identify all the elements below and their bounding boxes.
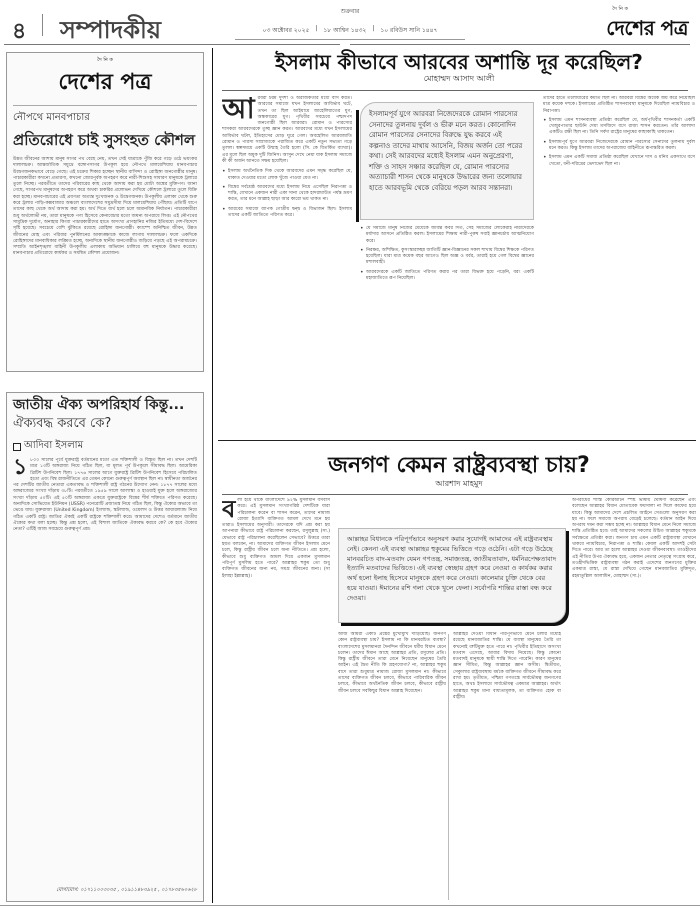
editorial-brand-tag: দৈ নি ক: [97, 57, 113, 63]
article2-column-4: অপরাধের শাস্তি কোরআনে স্পষ্ট ভাষায় ঘোষণা করেছেন এবং বলেছেন আল্লাহর বিধান মোতাবেক ফয়সালা না দিলে কাফের হয়ে যাবে। কিন্তু আমাদের দেশে প্রচলিত আইনে সেগুলো অনুসরণ করা হয় না। ফলে সমাজে অপরাধ বেড়েই চলেছে। বর্তমান আইন দিয়ে অপরাধ দমন করা সম্ভব হচ্ছে না। আল্লাহর বিধান মেনে নিলে সমাজে শান্তি প্রতিষ্ঠিত হবে। তাই আমাদের সকলের উচিত আল্লাহর হুকুমকে সর্বক্ষেত্রে প্রতিষ্ঠা করা। জনগণ চায় এমন একটি রাষ্ট্রব্যবস্থা যেখানে থাকবে ন্যায়বিচার, নিরাপত্তা ও শান্তি। কেবল একটি আদর্শই সেটা দিতে পারে। আর তা হলো আল্লাহর দেওয়া জীবনব্যবস্থা। তাওহীদের এই নীতির উপর ঐক্যবদ্ধ হয়ে, একজন নেতার নেতৃত্বে সংগ্রাম করে, তওহীদভিত্তিক রাষ্ট্রব্যবস্থা গঠন করাই এদেশের জনগণের মুক্তির একমাত্র রাস্তা, যে রাস্তা দেখিয়ে গেছেন মানবজাতির মুক্তিদূত, রহমাতুল্লিল আলামিন, মোহাম্মদ (সা.)।: [572, 498, 696, 579]
editorial-kicker: নৌপথে মানবপাচার: [13, 112, 90, 123]
opinion-body: [13, 455, 197, 534]
editorial-brand: [13, 57, 197, 106]
editorial-body: উন্নত জীবনের আশায় মানুষ সাগর পথ বেছে নেয়, তখন সেই যাত্রাকে পুঁজি করে গড়ে ওঠে ভয়ংকর দালালচক্র। আন্তর্জাতিক সমুদ্রে বঙ্গোপসাগর উপকূল হয়ে নৌপথে মালয়েশিয়ায় মানবপাচার উদ্বেগজনকভাবে বেড়ে গেছে। এই চক্রের শিকার হচ্ছেন স্থানীয় বাসিন্দা ও রোহিঙ্গা জনগোষ্ঠীর মানুষ। পাচারকারীরা কখনো প্রতারণা, কখনো জোরপূর্বক অপহরণ করে নারী-শিশুসহ সাধারণ মানুষকে ট্রলারে তুলে নিচ্ছে। পরবর্তীতে তাদের পরিবারের কাছ থেকে আদায় করা হয় মোটা অঙ্কের মুক্তিপণ। জানা গেছে, সাগরপথ মানুষদের অপহরণ করে অথবা চাকরির প্রলোভন দেখিয়ে কৌশলে ট্রলারে তুলে বিক্রি করা হচ্ছে। মানবপাচারের এই প্রবণতা অত্যন্ত দুঃখজনক ও উদ্বেগজনক। উপকূলীয় এলাকা থেকে শুরু করে ট্রলার পাড়ি-কক্সবাজার অঞ্চলে বাংলাদেশের সমুদ্রসীমা দিয়ে মালয়েশিয়ায় পৌঁছায়। প্রতিটি ধাপে তাদের কাছ থেকে অর্থ আদায় করা হয়। অর্থ দিতে ব্যর্থ হলে চলে অমানবিক নির্যাতন। পাচারকারীরা শুধু অর্থলোভী নয়, তারা মানুষকে পণ্য হিসেবে কেনাবেচার মতো জঘন্য অপরাধে লিপ্ত। এই নৌপথের সামুদ্রিক দুর্যোগ, অনাহার কিংবা পাচারকারীদের হাতে অসংখ্য প্রাণহানির নজির ইতিমধ্যে দেশ-বিদেশে সৃষ্টি হয়েছে। সবচেয়ে বেশি ঝুঁকিতে রয়েছে রোহিঙ্গা জনগোষ্ঠী। ক্যাম্পে অনিশ্চিত জীবন, উন্নত জীবনের মোহ এবং পরিবার পুনর্মিলনের আকাঙ্ক্ষাকে কাজে লাগায় দালালচক্র। ফলে একদিকে রোহিঙ্গাদের মানবাধিকার লঙ্ঘিত হচ্ছে, অন্যদিকে স্থানীয় জনগোষ্ঠীও জড়িয়ে পড়ছে এই অপরাধচক্রে। সম্প্রতি আইনশৃঙ্খলা বাহিনী উপকূলীয় এলাকায় অভিযান চালিয়ে বহু মানুষকে উদ্ধার করেছে। মানবপাচার প্রতিরোধে কার্যকর ও সমন্বিত কৌশল প্রয়োজন।: [13, 157, 197, 257]
header-rule: [350, 44, 690, 45]
column-divider: [212, 48, 213, 903]
article2-dropcap: ব: [222, 498, 236, 523]
list-item: • যে সমাজে মানুষ নিজের মেয়েকে জীবন্ত কবর দিত, সেই সমাজের লোকেরাই নারীদেরকে মর্যাদার আসনে প্রতিষ্ঠিত করল। ইসলামের শিক্ষায় নারী-পুরুষ সবাই জ্ঞানচর্চায় আত্মনিয়োগ করে।: [360, 226, 534, 245]
article1-bullet-list: [222, 169, 352, 219]
opinion-author[interactable]: আদিবা ইসলাম: [24, 440, 84, 451]
article1-column-3: [543, 96, 695, 431]
masthead-logo[interactable]: [606, 6, 688, 47]
opinion-byline: [13, 438, 197, 455]
list-item: • ইসলাম এমন শাসনব্যবস্থা প্রতিষ্ঠা করেছিল যে, অর্ধপৃথিবীর শাসনকর্তা একটি খেজুরপাতার ছাউনি দেয়া মসজিদে বসে রাজ্য শাসন করতেন। তাঁর আলাদা একটিও রক্ষী ছিল না। তিনি সর্বদা রাষ্ট্রের মানুষের কাছাকাছি থাকতেন।: [543, 118, 695, 137]
editorial-box: [6, 52, 204, 372]
article1-pullquote: ইসলামপূর্ব যুগে আরবরা নিজেদেরকে রোমান পারস্যের সেনাদের তুলনায় দুর্বল ও ভীরু মনে করত। কোনোদিন রোমান পারস্যের সেনাদের বিরুদ্ধে যুদ্ধ করবে এই কল্পনাও তাদের মাথায় আসেনি, বিজয় অর্জন তো পরের কথা। সেই আরবদের মধ্যেই ইসলাম এমন অনুপ্রেরণা, শক্তি ও সাহস সঞ্চার করেছিল যে, রোমান পারস্যের অত্যাচারী শাসন থেকে মানুষকে উদ্ধারের জন্য তলোয়ার হাতে আরবভূমি থেকে বেরিয়ে পড়ল আরব সন্তানরা।: [360, 102, 534, 220]
article-separator: [218, 440, 696, 441]
article2-rule: [222, 494, 688, 495]
opinion-box: [6, 392, 204, 902]
header-rule: [4, 44, 340, 45]
article1-lead: রবরা চরম দুর্দশা ও অরাজকতার মধ্যে বাস করত। আরবের সমাজে যখন ইসলামের আবির্ভাব ঘটে, তখন তা ছিল আইয়ামে জাহেলিয়াতের যুগ, অন্ধকারের যুগ। পৃথিবীর সবচেয়ে পশ্চাদপদ জনগোষ্ঠী ছিল আরবরা। রোমান ও পারস্যের শাসকরা আরবদেরকে তুচ্ছ জ্ঞান করত। আরবদের মধ্যে যখন ইসলামের আবির্ভাব ঘটল, ইতিহাসের মোড় ঘুরে গেল। অবহেলিত আরবজাতি রোমান ও পারস্য সাম্রাজ্যকে পরাজিত করে একটি নতুন সভ্যতা গড়ে তুলল। স্বল্পসময়ে একটি উম্মাহ তৈরি হলো (সি. কে বিতর্কিত ব্যাখ্যা)। এর মূলে ছিল অমুক দুটি জিনিস। আসুন দেখে নেয়া যাক ইসলাম সমাজে কী কী অর্জন আনতে সক্ষম হয়েছিল।: [222, 96, 352, 164]
date-hijri: ১০ রবিউস সানি ১৪৪৭: [380, 27, 438, 34]
list-item: • আরবের সমাজে ব্যাপক গোত্রীয় দ্বন্দ্ব ও বিভাজন ছিল। ইসলাম তাদের একটি জাতিতে পরিণত করে।: [222, 207, 352, 220]
article2-headline[interactable]: জনগণ কেমন রাষ্ট্রব্যবস্থা চায়?: [328, 453, 590, 478]
date-sep: |: [372, 25, 375, 32]
list-item: • ইসলাম এমন একটি সমাজ প্রতিষ্ঠা করেছিল যেখানে দাস ও মনিব একসাথে বসে খেতো, ধনী-দরিদ্রের ভেদাভেদ ছিল না।: [543, 155, 695, 168]
opinion-title[interactable]: জাতীয় ঐক্য অপরিহার্য কিন্তু...: [13, 397, 185, 413]
article1-headline[interactable]: ইসলাম কীভাবে আরবের অশান্তি দূর করেছিল?: [275, 50, 643, 74]
article2-column-1: [222, 498, 330, 900]
opinion-contact: যোগাযোগ: ০১৭১১০০৩০৩৫ , ০১৯১১৪৮৩৯২৫ , ০১৭৮৩৫৬০৬২৮: [56, 887, 197, 893]
list-item: • ইসলাম অর্থনৈতিক দিক থেকে আরবদের এমন সমৃদ্ধ করেছিল যে, যাকাত দেওয়ার মতো লোক খুঁজে পাওয়া যেত না।: [222, 169, 352, 182]
list-item: • আরবদেরকে একটি জাতিতে পরিণত করার পর তারা বিভক্ত হয়ে পড়েনি, বরং একটি মহাজাতিতে রূপ নিয়েছিল।: [360, 270, 534, 283]
list-item: • নিরক্ষর, অশিক্ষিত, কুসংস্কারাচ্ছন্ন জাতিটি জ্ঞান-বিজ্ঞানের সকল শাখায় বিশ্বের শিক্ষকে পরিণত হয়েছিল। যারা মাত্র কয়েক বছর আগেও ছিল অজ্ঞ ও বর্বর, তারাই হয়ে গেল বিশ্বের জ্ঞানের মশালবাহী।: [360, 248, 534, 267]
section-title: সম্পাদকীয়: [60, 16, 162, 44]
brand-tag: দৈ নি ক: [612, 6, 629, 12]
list-item: • ইসলামপূর্ব যুগে আরবরা নিজেদেরকে রোমান পারস্যের সেনাদের তুলনায় দুর্বল মনে করত। কিন্তু ইসলাম তাদের অপরাজেয় বাহিনীতে রূপান্তরিত করল।: [543, 140, 695, 153]
opinion-subtitle: ঐক্যবদ্ধ করবে কে?: [13, 416, 112, 431]
article1-column-2: [360, 226, 534, 426]
editorial-title[interactable]: প্রতিরোধে চাই সুসংহত কৌশল: [13, 131, 196, 149]
date-bengali: ১৮ আশ্বিন ১৪৩২: [323, 27, 367, 34]
brand-name: দেশের পত্র: [606, 16, 688, 40]
article1-dropcap: আ: [222, 96, 255, 125]
article1-column-1: [222, 96, 352, 426]
article2-author[interactable]: আরশাদ মাহমুদ: [435, 479, 483, 488]
article1-bullet-list: [543, 118, 695, 168]
article1-author[interactable]: মোহাম্মদ আসাদ আলী: [423, 74, 495, 83]
date-sep: |: [315, 25, 318, 32]
opinion-body-text: ৮০০ সালের পূর্বে যুক্তরাষ্ট্র বর্তমানের মতো এত শক্তিশালী ও বিস্তৃত ছিল না। তখন দেশটি মাত্র ১৩টি অঙ্গরাজ্য নিয়ে গঠিত ছিল, যা মূলত পূর্ব উপকূলে সীমাবদ্ধ ছিল। আমেরিকা ব্রিটিশ উপনিবেশ ছিল। ১৭৭৬ সালের আগে যুক্তরাষ্ট্র ব্রিটিশ উপনিবেশ হিসেবে পরিচালিত হতো এবং বিশ্ব রাজনীতিতে এর তেমন কোনো গুরুত্বপূর্ণ অবস্থান ছিল না। স্বাধীনতা অর্জনের পর দেশটির জাতীয় নেতারা একতাবদ্ধ ও শক্তিশালী রাষ্ট্র গঠনের উদ্যোগ নেন। ১৮৭৭ সালের মধ্যে অঙ্গরাজ্যের সংখ্যা দাঁড়ায় ৩৮টি। পরবর্তীতে ১৯৫৯ সালে আলাস্কা ও হাওয়াই যুক্ত হলে অঙ্গরাজ্যের সংখ্যা দাঁড়ায় ৫০টি। এই ৫০টি অঙ্গরাজ্য একত্রে যুক্তরাষ্ট্রকে বিশ্বের শীর্ষ শক্তিতে পরিণত করেছে। অন্যদিকে সোভিয়েত ইউনিয়ন (USSR) পনেরোটি প্রজাতন্ত্র নিয়ে গঠিত ছিল, কিন্তু ঐক্যের অভাবে তা ভেঙে যায়। যুক্তরাজ্য (United Kingdom) ইংল্যান্ড, স্কটল্যান্ড, ওয়েলস ও উত্তর আয়ারল্যান্ড নিয়ে গঠিত একটি রাষ্ট্র। জাতির ঐক্যই একটি রাষ্ট্রকে শক্তিশালী করে। আমাদের দেশেও বর্তমানে জাতীয় ঐক্যের কথা বলা হচ্ছে। কিন্তু প্রশ্ন হলো, এই বিশাল জাতিকে ঐক্যবদ্ধ করবে কে? কে হবে ঐক্যের নেতা? এটিই আজ সবচেয়ে গুরুত্বপূর্ণ প্রশ্ন।: [13, 458, 197, 533]
article2-column-3: আল্লাহর দেওয়া বিধান পরিপূর্ণভাবে মেনে চলার মধ্যেই রয়েছে মানবজাতির শান্তি। যে ব্যবস্থা মানুষের তৈরি তা কখনোই ত্রুটিমুক্ত হতে পারে না। পৃথিবীর ইতিহাসে অসংখ্য মতবাদ এসেছে, আবার বিদায় নিয়েছে। কিন্তু কোনো মতবাদই মানুষকে স্থায়ী শান্তি দিতে পারেনি। কারণ মানুষের জ্ঞান সীমিত, কিন্তু আল্লাহর জ্ঞান অসীম। দ্বিতীয়ত, সেক্যুলার রাষ্ট্রব্যবস্থায় ধর্মকে ব্যক্তিগত জীবনে সীমাবদ্ধ করে রাখা হয়। তৃতীয়ত, পশ্চিমা গণতন্ত্রে সার্বভৌমত্ব জনগণের হাতে, অথচ ইসলামে সার্বভৌমত্ব একমাত্র আল্লাহর। অর্থাৎ আল্লাহর হুকুম মানা বাধ্যতামূলক, তা ব্যক্তিগত হোক বা রাষ্ট্রীয়।: [453, 632, 561, 700]
date-english: ০৩ অক্টোবর ২০২৫: [262, 27, 310, 34]
page-header: [0, 0, 700, 46]
article2-column-2: আজ আমরা একটি প্রশ্নের মুখোমুখি দাঁড়িয়েছি। জনগণ কোন রাষ্ট্রব্যবস্থা চায়? ইসলাম না কি মানবরচিত ব্যবস্থা? বাংলাদেশের মুসলমানরা দৈনন্দিন জীবনে ধর্মীয় বিধান মেনে চলেন। তাদের ঈমান আছে আল্লাহর প্রতি, রসুলের প্রতি। কিন্তু রাষ্ট্রীয় জীবনে তারা মেনে নিয়েছেন মানুষের তৈরি আইন। এই দ্বৈত নীতি কি গ্রহণযোগ্য? না, আল্লাহর হুকুম বাদে তারা শুধুমাত্র নামাজ রোজা মুসলমান না। কীভাবে তাদের ব্যক্তিগত জীবন চলবে, কীভাবে পারিবারিক জীবন চলবে, কীভাবে অর্থনৈতিক জীবন চলবে, কীভাবে রাষ্ট্রীয় জীবন চলবে সবকিছুর বিধান আল্লাহ দিয়েছেন।: [338, 632, 446, 694]
list-item: • বিশ্বের সর্বশ্রেষ্ঠ আরবদের মধ্যে ইসলাম নিয়ে এসেছিল নিরাপত্তা ও শান্তি, যেখানে একজন নারী একা সানা থেকে হাদরামাউত পর্যন্ত ভ্রমণ করত, তার মনে আল্লাহ ছাড়া আর কারো ভয় থাকত না।: [222, 185, 352, 204]
date-block: [235, 6, 465, 40]
pullquote-bar: [356, 110, 359, 222]
day-label: শুক্রবার: [340, 8, 360, 15]
footer-rule: [0, 905, 700, 906]
square-bullet-icon: [13, 443, 21, 451]
page-number: ৪: [12, 19, 27, 44]
article2-lead: লা হয়ে থাকে বাংলাদেশে ৯২% মুসলমান বসবাস করে। এই মুসলমান সংখ্যাগরিষ্ঠ দেশটিকে যারা পরিচালনা করেন বা শাসন করেন, তাদের নামাজ রোজা ইত্যাদি ব্যক্তিগত আমল দেখে মনে হয় তারাও ইসলামের অনুসারী। তাদেরকে যদি প্রশ্ন করা হয় আপনারা কীভাবে রাষ্ট্র পরিচালনা করছেন, রসুলুল্লাহ (সা.) যেভাবে রাষ্ট্র পরিচালনা করেছিলেন সেভাবে? উত্তরে তারা হয়ত বলবেন, না। আমাদের ব্যক্তিগত জীবন ইসলাম মেনে চলে, কিন্তু রাষ্ট্রীয় জীবন চলে অন্য নীতিতে। প্রশ্ন হলো, কীভাবে শুধু ব্যক্তিগত আমল দিয়ে একজন মুসলমান পরিপূর্ণ মুসলিম হতে পারে? আল্লাহর হুকুম তো শুধু ব্যক্তিগত জীবনের জন্য নয়, সমগ্র জীবনের জন্য। (সা ইলাহা ইল্লাল্লাহ)।: [222, 498, 330, 579]
date-line: [235, 25, 465, 40]
article2-pullquote: আল্লাহর বিধানকে পরিপূর্ণভাবে অনুসরণ করার সুযোগই আমাদের এই রাষ্ট্রব্যবস্থায় নেই। কেননা এই ব্যবস্থা আল্লাহর হুকুমের ভিত্তিতে গড়ে ওঠেনি। এটা গড়ে উঠেছে মানবরচিত বাদ-মতবাদ যেমন গণতন্ত্র, সমাজতন্ত্র, জাতীয়তাবাদ, ধর্মনিরপেক্ষতাবাদ ইত্যাদি মতবাদের ভিত্তিতে। এই ব্যবস্থা স্বেচ্ছায় গ্রহণ করে নেওয়া ও কার্যকর করার অর্থ হলো ইলাহ হিসেবে মানুষকে গ্রহণ করে নেওয়া। কালেমার চুক্তি থেকে বের হয়ে যাওয়া। ঈমানের রশি গলা থেকে খুলে ফেলা। সর্বোপরি শান্তির রাস্তা বন্ধ করে দেওয়া।: [338, 528, 566, 623]
paragraph: তাদের হাতে তলোয়ারের কমতি ছিল না। আরবরা বিশ্বের অর্ধেক জয় করে নিয়েছিল মাত্র কয়েক দশকে। ইসলামের প্রতিষ্ঠিত শাসনব্যবস্থা মানুষকে দিয়েছিল ন্যায়বিচার ও নিরাপত্তা।: [543, 96, 695, 114]
header-divider: [42, 14, 43, 36]
opinion-dropcap: ১: [13, 455, 28, 480]
editorial-brand-name: দেশের পত্র: [58, 69, 152, 95]
column-divider: [448, 634, 449, 900]
article1-rule: [222, 90, 688, 91]
article1-bullet-list: [360, 226, 534, 282]
